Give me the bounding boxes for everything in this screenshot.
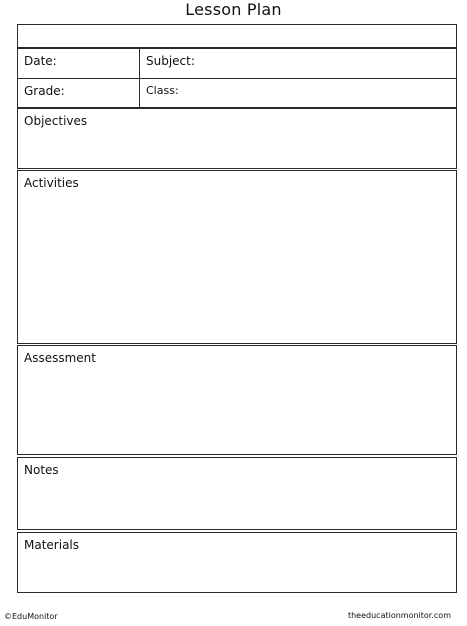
notes-label: Notes bbox=[24, 463, 59, 477]
footer-website: theeducationmonitor.com bbox=[347, 611, 451, 620]
footer-copyright: ©EduMonitor bbox=[4, 612, 58, 621]
grade-field[interactable]: Grade: bbox=[24, 84, 65, 98]
materials-section[interactable] bbox=[17, 532, 457, 593]
materials-label: Materials bbox=[24, 538, 80, 552]
class-field[interactable]: Class: bbox=[146, 84, 179, 97]
assessment-label: Assessment bbox=[24, 351, 96, 365]
info-grid-row-divider bbox=[17, 78, 457, 79]
activities-section[interactable] bbox=[17, 170, 457, 344]
page-title: Lesson Plan bbox=[185, 0, 282, 19]
date-field[interactable]: Date: bbox=[24, 54, 57, 68]
objectives-label: Objectives bbox=[24, 114, 88, 128]
notes-section[interactable] bbox=[17, 457, 457, 530]
activities-label: Activities bbox=[24, 176, 79, 190]
header-blank-field[interactable] bbox=[17, 24, 457, 48]
subject-field[interactable]: Subject: bbox=[146, 54, 195, 68]
